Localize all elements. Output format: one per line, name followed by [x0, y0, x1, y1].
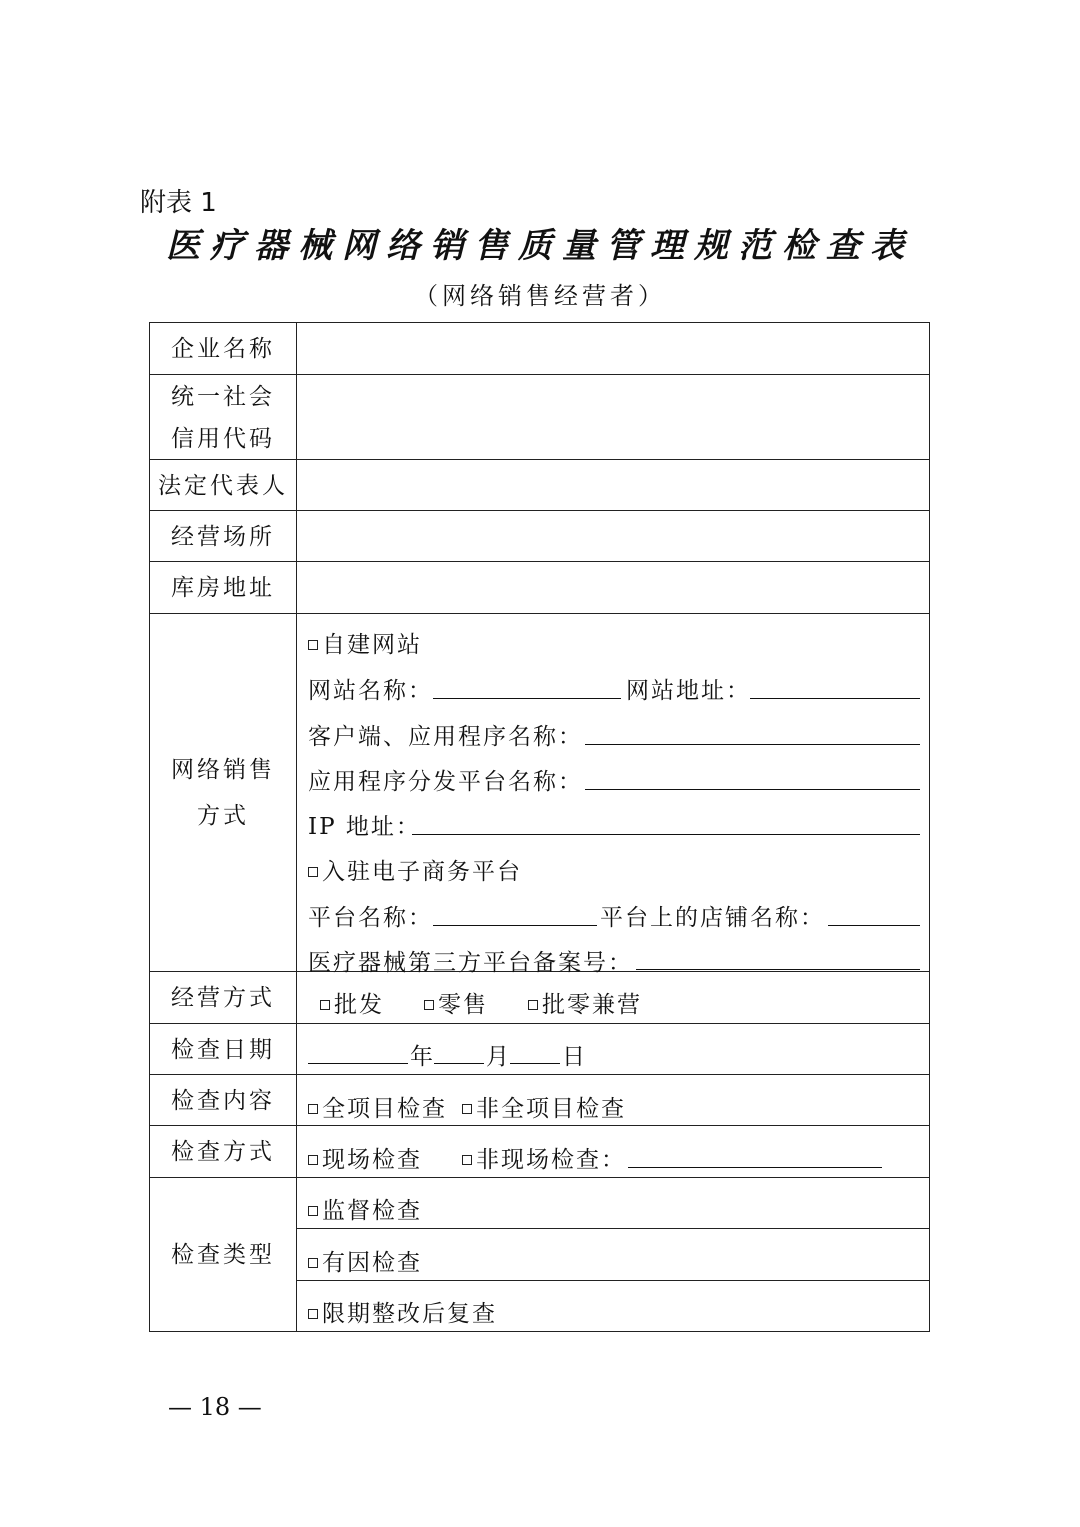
ip-field[interactable]	[412, 834, 920, 835]
label-check-content: 检查内容	[171, 1088, 275, 1114]
platform-name-label: 平台名称：	[308, 905, 433, 931]
app-platform-label: 应用程序分发平台名称：	[308, 769, 583, 795]
option-wholesale-label: 批发	[334, 992, 384, 1018]
option-retail[interactable]	[424, 986, 488, 1019]
option-both[interactable]	[528, 986, 642, 1019]
label-company-name: 企业名称	[171, 335, 275, 362]
label-credit-code-line2: 信用代码	[171, 426, 275, 452]
checkbox-icon[interactable]	[462, 1155, 472, 1165]
label-check-method: 检查方式	[171, 1139, 275, 1165]
option-recheck-label: 限期整改后复查	[322, 1301, 497, 1327]
row-divider	[296, 1280, 930, 1281]
option-retail-label: 零售	[438, 992, 488, 1018]
row-divider	[149, 510, 930, 511]
option-platform-join[interactable]	[308, 853, 522, 886]
checkbox-icon[interactable]	[308, 1258, 318, 1268]
option-supervision[interactable]	[308, 1192, 422, 1225]
checkbox-icon[interactable]	[308, 1104, 318, 1114]
third-party-record-field[interactable]	[636, 969, 920, 970]
month-label: 月	[486, 1044, 511, 1070]
checkbox-icon[interactable]	[528, 1000, 538, 1010]
column-divider	[296, 322, 297, 1332]
checkbox-icon[interactable]	[462, 1104, 472, 1114]
annex-label: 附表 1	[140, 188, 217, 218]
option-self-site[interactable]	[308, 626, 422, 659]
label-online-mode-line2: 方式	[197, 802, 249, 829]
option-recheck[interactable]	[308, 1295, 497, 1328]
checkbox-icon[interactable]	[320, 1000, 330, 1010]
label-legal-rep: 法定代表人	[158, 472, 288, 499]
platform-name-field[interactable]	[433, 925, 597, 926]
checkbox-icon[interactable]	[308, 867, 318, 877]
page-number: — 18 —	[168, 1393, 262, 1421]
option-offsite[interactable]	[462, 1141, 626, 1174]
option-wholesale[interactable]	[320, 986, 384, 1019]
option-offsite-label: 非现场检查：	[476, 1147, 626, 1173]
third-party-record-label: 医疗器械第三方平台备案号：	[308, 950, 633, 976]
checkbox-icon[interactable]	[308, 1206, 318, 1216]
option-full-check-label: 全项目检查	[322, 1096, 447, 1122]
label-business-site: 经营场所	[171, 524, 275, 550]
option-onsite-label: 现场检查	[322, 1147, 422, 1173]
app-platform-field[interactable]	[585, 789, 920, 790]
label-online-mode	[150, 614, 296, 971]
year-field[interactable]	[308, 1063, 408, 1064]
checkbox-icon[interactable]	[308, 1309, 318, 1319]
checkbox-icon[interactable]	[308, 640, 318, 650]
label-online-mode-line1: 网络销售	[171, 756, 275, 783]
client-app-label: 客户端、应用程序名称：	[308, 724, 583, 750]
shop-name-label: 平台上的店铺名称：	[600, 905, 825, 931]
day-label: 日	[562, 1044, 587, 1070]
option-self-site-label: 自建网站	[322, 632, 422, 658]
option-partial-check-label: 非全项目检查	[476, 1096, 626, 1122]
option-platform-join-label: 入驻电子商务平台	[322, 859, 522, 885]
ip-label: IP 地址：	[308, 814, 421, 840]
month-field[interactable]	[434, 1063, 484, 1064]
page-title: 医疗器械网络销售质量管理规范检查表	[166, 226, 914, 266]
row-divider	[149, 1023, 930, 1024]
row-divider	[296, 1228, 930, 1229]
site-name-label: 网站名称：	[308, 678, 433, 704]
site-name-field[interactable]	[433, 698, 621, 699]
checkbox-icon[interactable]	[424, 1000, 434, 1010]
option-both-label: 批零兼营	[542, 992, 642, 1018]
year-label: 年	[410, 1044, 435, 1070]
option-partial-check[interactable]	[462, 1090, 626, 1123]
label-check-date: 检查日期	[171, 1037, 275, 1063]
option-supervision-label: 监督检查	[322, 1198, 422, 1224]
row-divider	[149, 374, 930, 375]
label-business-mode: 经营方式	[171, 985, 275, 1011]
option-cause[interactable]	[308, 1244, 422, 1277]
site-url-label: 网站地址：	[626, 678, 751, 704]
day-field[interactable]	[510, 1063, 560, 1064]
shop-name-field[interactable]	[828, 925, 920, 926]
label-warehouse: 库房地址	[171, 575, 275, 601]
label-credit-code	[150, 376, 296, 460]
page-subtitle: （网络销售经营者）	[414, 282, 666, 310]
offsite-field[interactable]	[628, 1167, 882, 1168]
site-url-field[interactable]	[750, 698, 920, 699]
checkbox-icon[interactable]	[308, 1155, 318, 1165]
client-app-field[interactable]	[585, 744, 920, 745]
option-onsite[interactable]	[308, 1141, 422, 1174]
option-cause-label: 有因检查	[322, 1250, 422, 1276]
option-full-check[interactable]	[308, 1090, 447, 1123]
label-check-type: 检查类型	[171, 1242, 275, 1268]
label-credit-code-line1: 统一社会	[171, 384, 275, 410]
